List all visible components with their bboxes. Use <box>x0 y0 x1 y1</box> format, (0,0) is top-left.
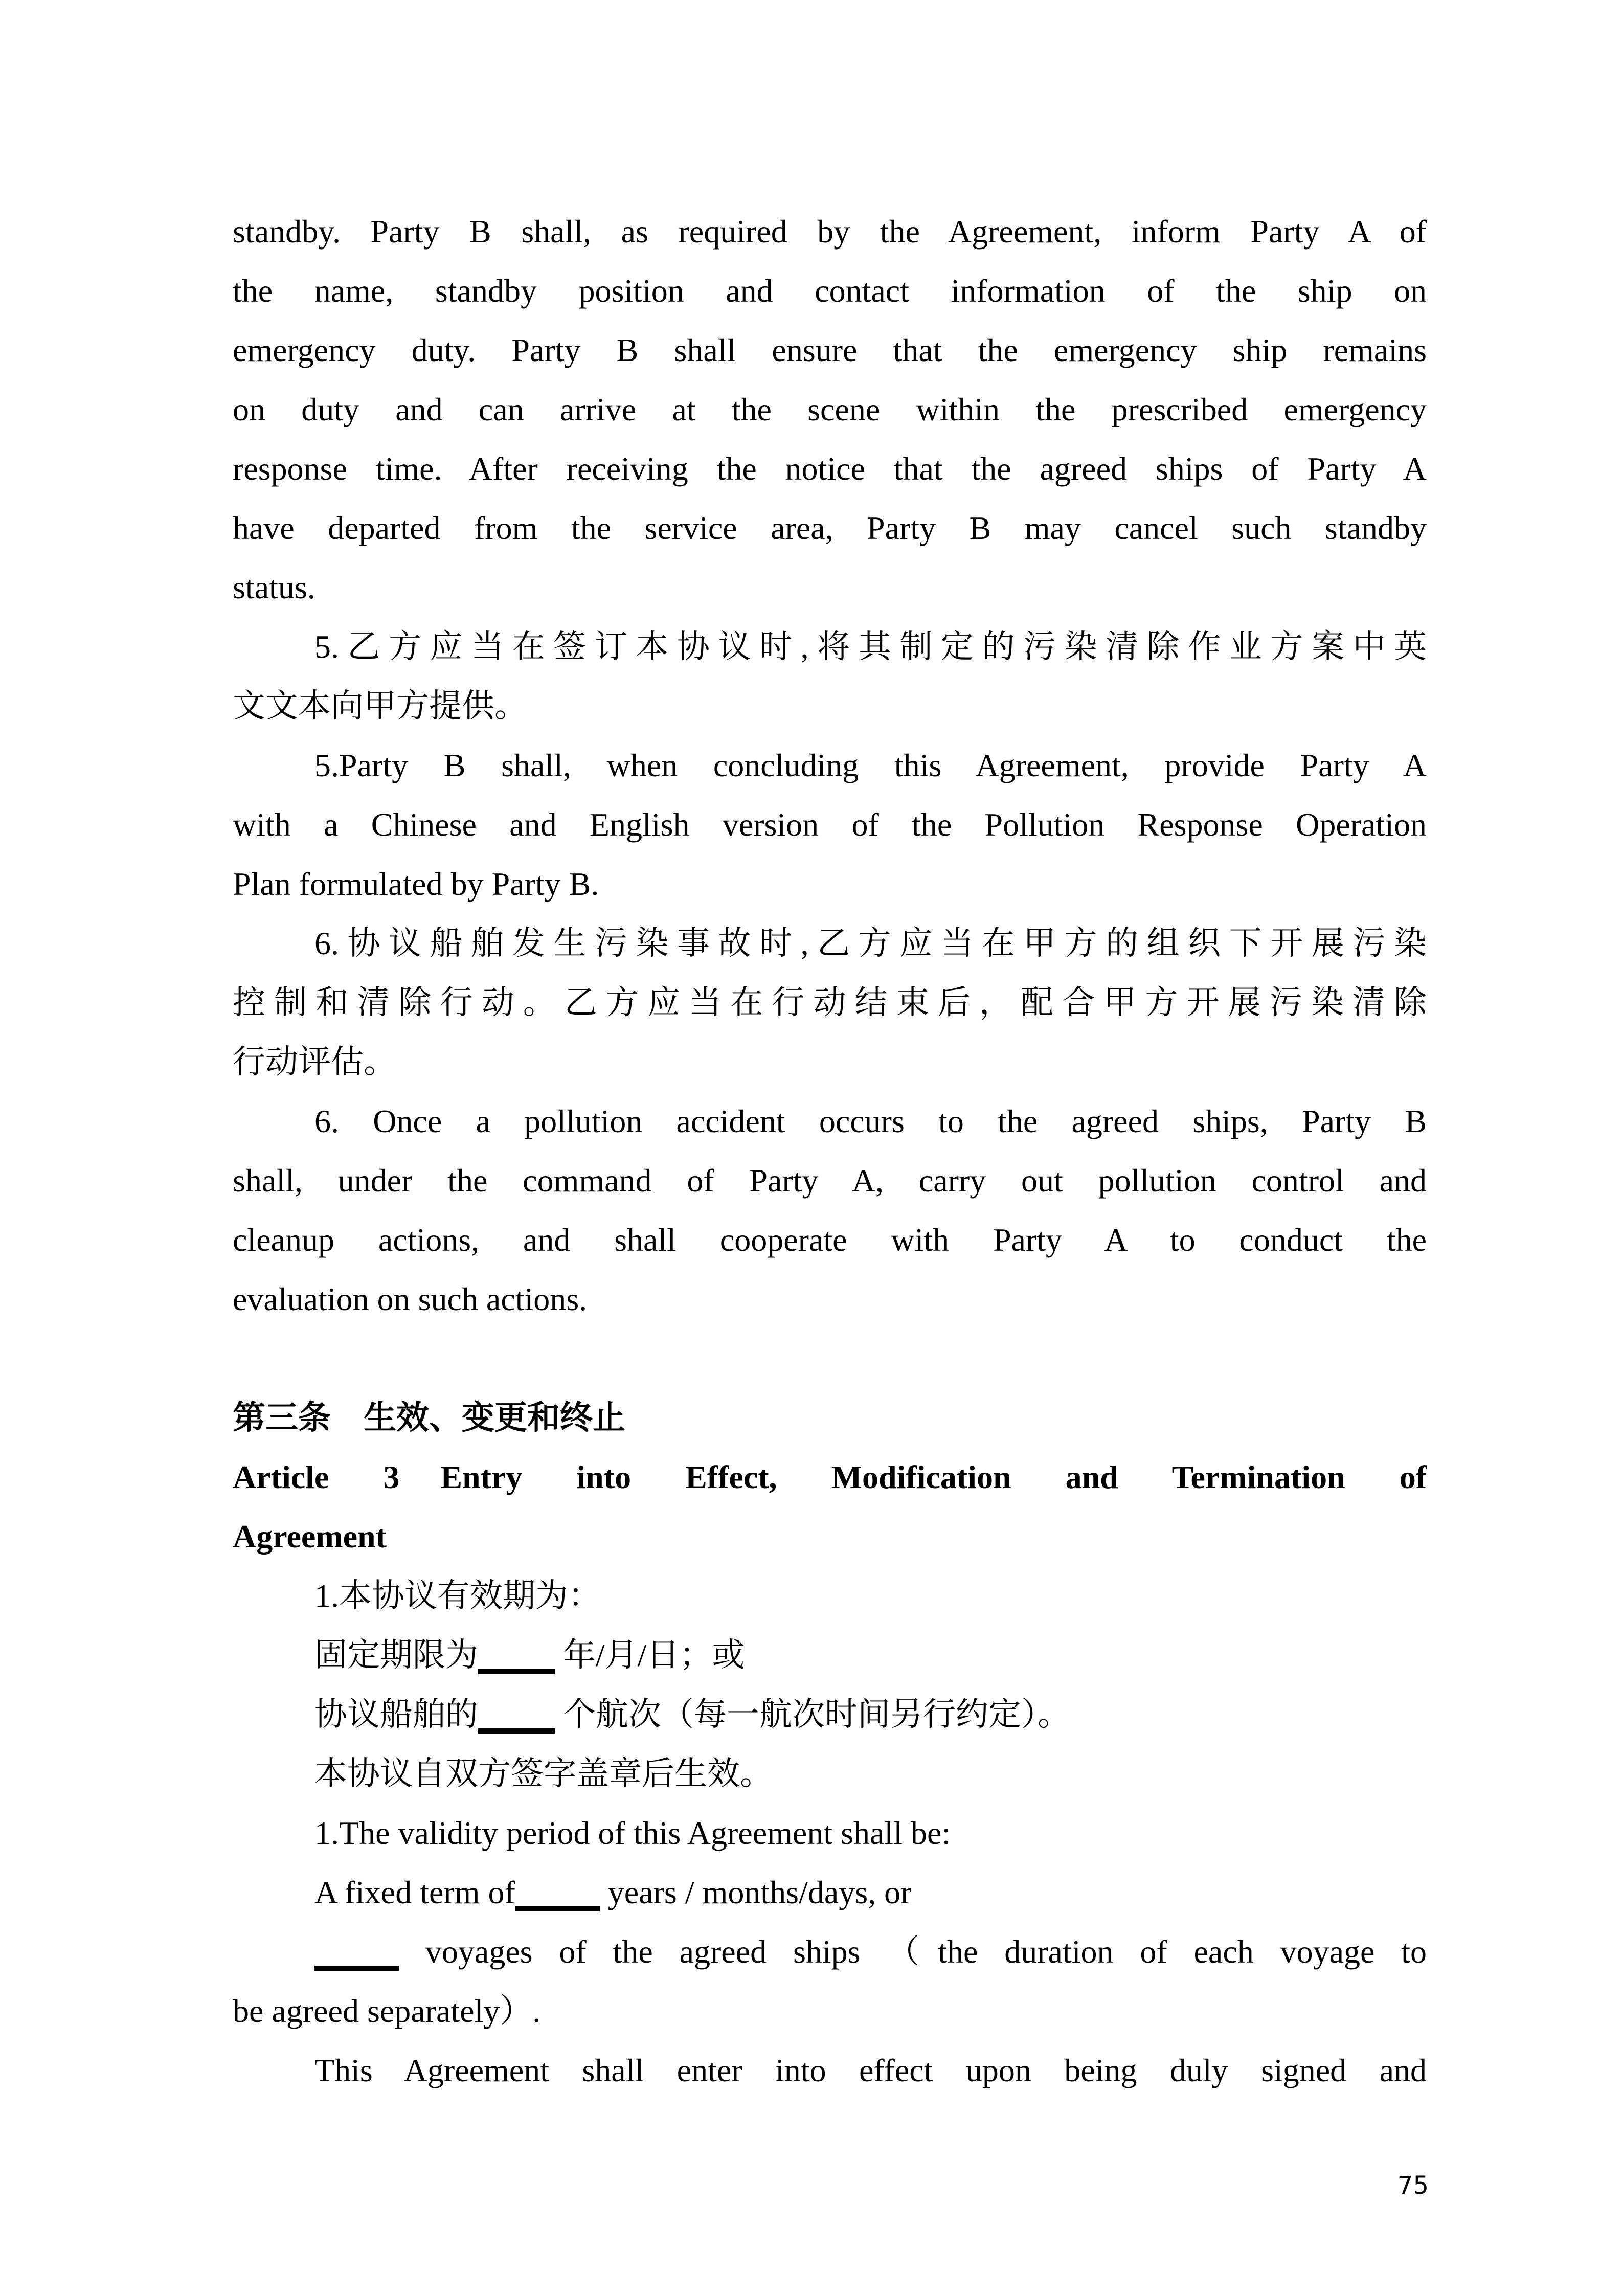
blank-suffix: voyages of the agreed ships （the duration of each voyage to <box>399 1933 1427 1970</box>
text-line <box>233 1863 1427 1922</box>
text-line: standby. Party B shall, as required by the Agreement, inform Party A of <box>233 213 1427 250</box>
blank-suffix: years / months/days, or <box>599 1874 912 1910</box>
heading-number: 第三条 <box>233 1399 331 1437</box>
text-line-chinese: 本协议自双方签字盖章后生效。 <box>314 1755 773 1792</box>
text-line: the name, standby position and contact information of the ship on <box>233 273 1427 309</box>
text-line <box>233 1922 1427 1982</box>
text-line: emergency duty. Party B shall ensure that the emergency ship remains <box>233 332 1427 368</box>
text-line-chinese <box>233 1685 1427 1744</box>
text-line: shall, under the command of Party A, carry out pollution control and <box>233 1162 1427 1199</box>
text-line-chinese: 控制和清除行动。乙方应当在行动结束后，配合甲方开展污染清除 <box>233 984 1427 1021</box>
blank-suffix: 个航次（每一航次时间另行约定）。 <box>555 1696 1070 1732</box>
blank-prefix: 固定期限为 <box>314 1637 478 1673</box>
text-line: response time. After receiving the notice that the agreed ships of Party A <box>233 451 1427 487</box>
text-line-chinese <box>233 1626 1427 1685</box>
blank-suffix: 年/月/日；或 <box>555 1637 745 1673</box>
blank-line <box>233 1329 1427 1388</box>
text-line: on duty and can arrive at the scene within the prescribed emergency <box>233 391 1427 427</box>
text-line: status. <box>233 569 315 605</box>
text-line-chinese: 文文本向甲方提供。 <box>233 688 527 724</box>
text-line-chinese: 行动评估。 <box>233 1044 396 1080</box>
section-heading-chinese <box>233 1388 1427 1448</box>
blank-underline <box>478 1669 555 1674</box>
text-line-chinese: 1.本协议有效期为： <box>314 1578 601 1614</box>
text-line-chinese: 6.协议船舶发生污染事故时,乙方应当在甲方的组织下开展污染 <box>314 925 1427 961</box>
blank-prefix: A fixed term of <box>314 1874 515 1910</box>
section-heading-english-line2: Agreement <box>233 1518 387 1555</box>
text-line: cleanup actions, and shall cooperate with Party A to conduct the <box>233 1222 1427 1258</box>
text-line: 5.Party B shall, when concluding this Agreement, provide Party A <box>314 747 1427 783</box>
blank-underline <box>314 1965 399 1971</box>
text-line-chinese: 5.乙方应当在签订本协议时,将其制定的污染清除作业方案中英 <box>314 628 1427 665</box>
text-line: have departed from the service area, Party B may cancel such standby <box>233 510 1427 546</box>
heading-title: Entry into Effect, Modification and Termination of <box>440 1459 1427 1495</box>
heading-label: Article 3 <box>233 1459 400 1495</box>
blank-underline <box>515 1906 600 1911</box>
text-line: be agreed separately）. <box>233 1993 541 2029</box>
heading-title: 生效、变更和终止 <box>364 1399 625 1437</box>
blank-prefix: 协议船舶的 <box>314 1696 478 1732</box>
text-line: with a Chinese and English version of the Pollution Response Operation <box>233 806 1427 843</box>
text-line: Plan formulated by Party B. <box>233 866 599 902</box>
document-body <box>233 202 1427 2100</box>
text-line: 6. Once a pollution accident occurs to the agreed ships, Party B <box>314 1103 1427 1139</box>
text-line: evaluation on such actions. <box>233 1281 588 1317</box>
section-heading-english <box>233 1448 1427 1507</box>
text-line: This Agreement shall enter into effect upon being duly signed and <box>314 2052 1427 2088</box>
text-line: 1.The validity period of this Agreement shall be: <box>314 1815 951 1851</box>
page-number: 75 <box>1397 2171 1429 2200</box>
blank-underline <box>478 1728 555 1734</box>
